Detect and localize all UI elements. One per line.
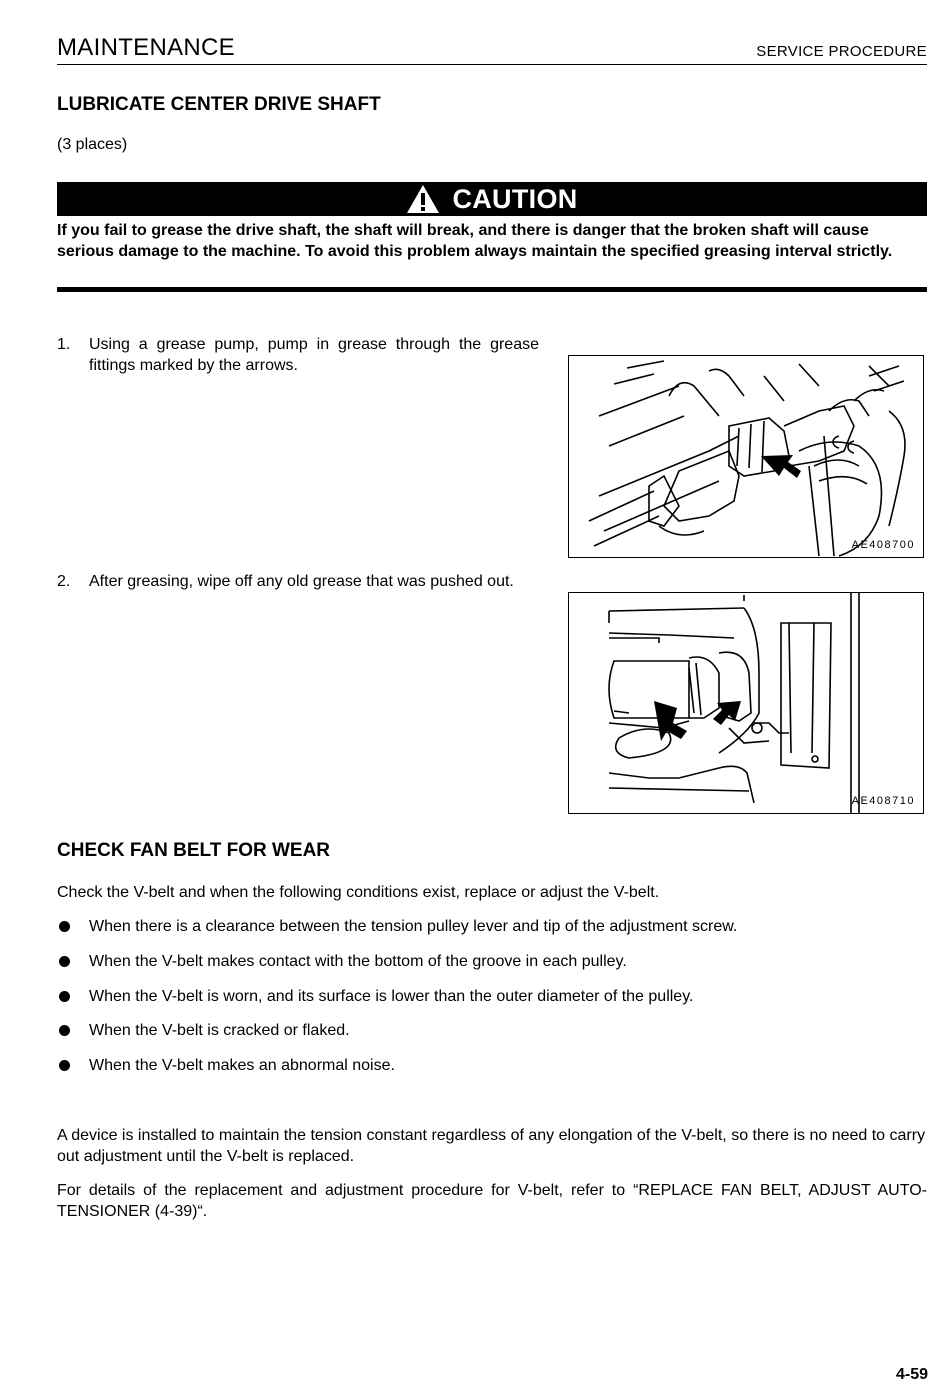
- caution-label: CAUTION: [452, 183, 578, 214]
- step-text: After greasing, wipe off any old grease that was pushed out.: [89, 573, 514, 590]
- header-divider: [57, 64, 927, 65]
- list-item-text: When the V-belt is worn, and its surface is lower than the outer diameter of the pulley.: [89, 988, 694, 1005]
- arrow-icon: [569, 356, 923, 557]
- category-title: SERVICE PROCEDURE: [756, 43, 927, 60]
- heading-check-fan-belt: CHECK FAN BELT FOR WEAR: [57, 840, 331, 861]
- caution-text: If you fail to grease the drive shaft, the shaft will break, and there is danger that the broken shaft will cause serious damage to the machine. To avoid this problem always maintain the specified greasing interval strictly.: [57, 222, 893, 260]
- bullet-icon: [59, 956, 70, 967]
- bullet-icon: [59, 1025, 70, 1036]
- list-item: [57, 1020, 927, 1041]
- heading-lubricate-drive-shaft: LUBRICATE CENTER DRIVE SHAFT: [57, 94, 381, 115]
- figure-drive-shaft-grease-fitting: [568, 355, 924, 558]
- step-number: 1.: [57, 336, 71, 353]
- list-item: [57, 916, 927, 937]
- step-text: Using a grease pump, pump in grease through the grease fittings marked by the arrows.: [89, 336, 539, 374]
- figure-code: AE408700: [851, 539, 915, 551]
- bullet-icon: [59, 1060, 70, 1071]
- caution-divider: [57, 287, 927, 292]
- bullet-icon: [59, 991, 70, 1002]
- step-number: 2.: [57, 573, 71, 590]
- warning-triangle-icon: [406, 184, 440, 214]
- figure-code: AE408710: [851, 795, 915, 807]
- reference-note: For details of the replacement and adjustment procedure for V-belt, refer to “REPLACE FAN BELT, ADJUST AUTO-TENSIONER (4-39)“.: [57, 1182, 927, 1220]
- section-title: MAINTENANCE: [57, 34, 235, 61]
- figure-drive-shaft-rear-fittings: [568, 592, 924, 814]
- step-2: [57, 571, 539, 592]
- list-item: [57, 986, 927, 1007]
- list-item-text: When the V-belt is cracked or flaked.: [89, 1022, 350, 1039]
- caution-banner: [57, 182, 927, 216]
- tensioner-note: A device is installed to maintain the tension constant regardless of any elongation of the V-belt, so there is no need to carry out adjustment until the V-belt is replaced.: [57, 1127, 926, 1165]
- page-number: 4-59: [895, 1366, 928, 1383]
- list-item-text: When the V-belt makes an abnormal noise.: [89, 1057, 395, 1074]
- bullet-icon: [59, 921, 70, 932]
- step-1: [57, 334, 539, 376]
- arrow-icon: [569, 593, 923, 813]
- fanbelt-intro: Check the V-belt and when the following conditions exist, replace or adjust the V-belt.: [57, 884, 660, 901]
- list-item-text: When there is a clearance between the tension pulley lever and tip of the adjustment screw.: [89, 918, 738, 935]
- list-item-text: When the V-belt makes contact with the bottom of the groove in each pulley.: [89, 953, 627, 970]
- list-item: [57, 1055, 927, 1076]
- list-item: [57, 951, 927, 972]
- places-note: (3 places): [57, 136, 128, 153]
